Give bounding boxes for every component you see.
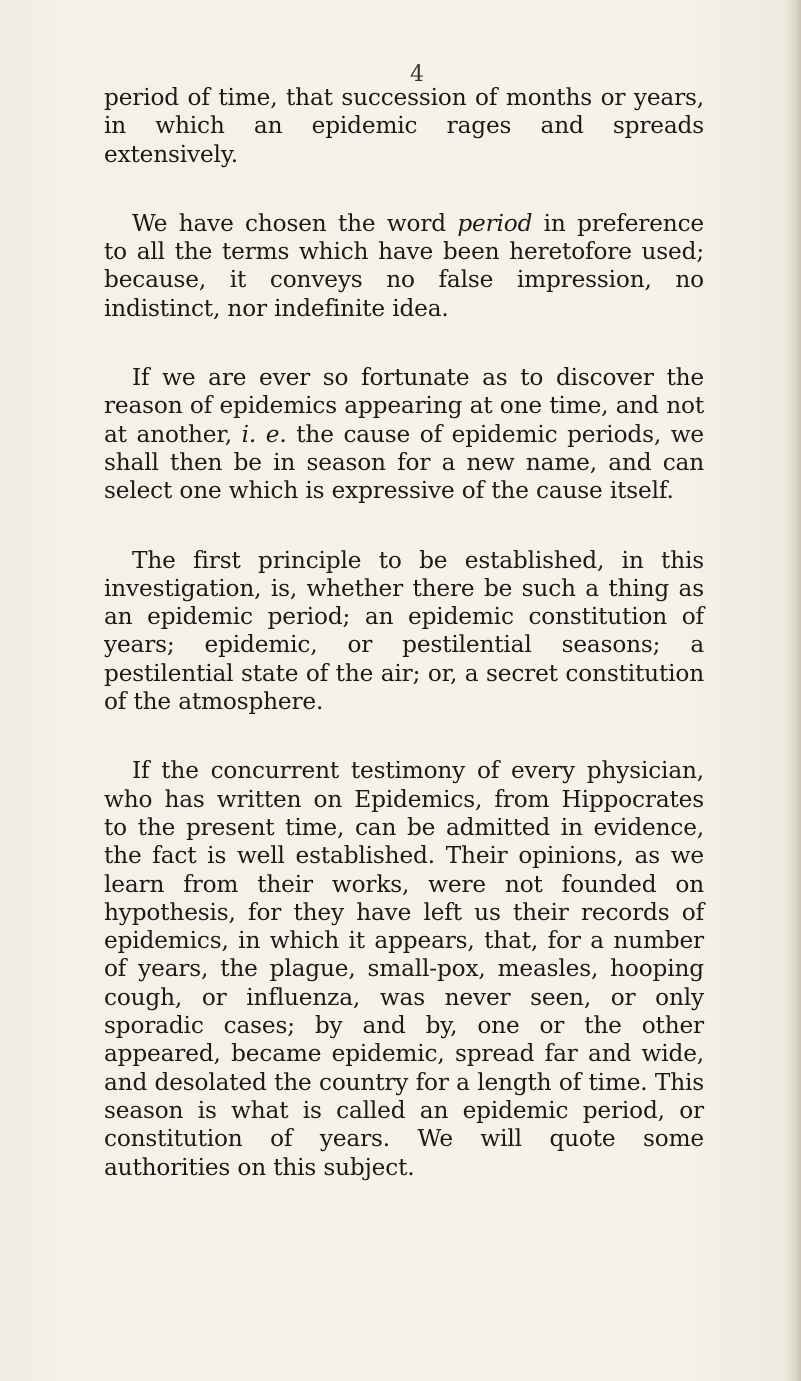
paragraph-3-text-b: the cause of epidemic periods, we shall then be in season for a new name, and can select one which is expressive of the cause itself. [104, 420, 704, 505]
paragraph-3 [104, 364, 704, 505]
paragraph-1: period of time, that succession of months or years, in which an epidemic rages and spreads extensively. [104, 84, 704, 168]
paragraph-3-text-a: If we are ever so fortunate as to discover the reason of epidemics appearing at one time, and not at another, [104, 364, 704, 448]
paragraph-3-italic-abbrev: i. e. [241, 420, 287, 448]
paragraph-5: If the concurrent testimony of every physician, who has written on Epidemics, from Hippocrates to the present time, can be admitted in evidence, the fact is well established. Their opinions, as we learn from their works, were not founded on hypothesis, for they have left us their records of epidemics, in which it appears, that, for a number of years, the plague, small-pox, measles, hooping cough, or influenza, was never seen, or only sporadic cases; by and by, one or the other appeared, became epidemic, spread far and wide, and desolated the country for a length of time. This season is what is called an epidemic period, or constitution of years. We will quote some authorities on this subject. [104, 757, 704, 1181]
paragraph-2 [104, 210, 704, 323]
paragraph-2-italic-word: period [457, 209, 533, 237]
body-text [104, 84, 704, 1223]
page-edge-shadow [785, 0, 801, 1381]
paragraph-2-text-a: We have chosen the word [132, 209, 458, 237]
page-number: 4 [410, 62, 424, 87]
paragraph-4: The first principle to be established, in this investigation, is, whether there be such a thing as an epidemic period; an epidemic constitution of years; epidemic, or pestilential seasons; a pestilential state of the air; or, a secret constitution of the atmosphere. [104, 546, 704, 716]
paragraph-2-text-b: in preference to all the terms which have been heretofore used; because, it conveys no false impression, no indistinct, nor indefinite idea. [104, 209, 704, 322]
